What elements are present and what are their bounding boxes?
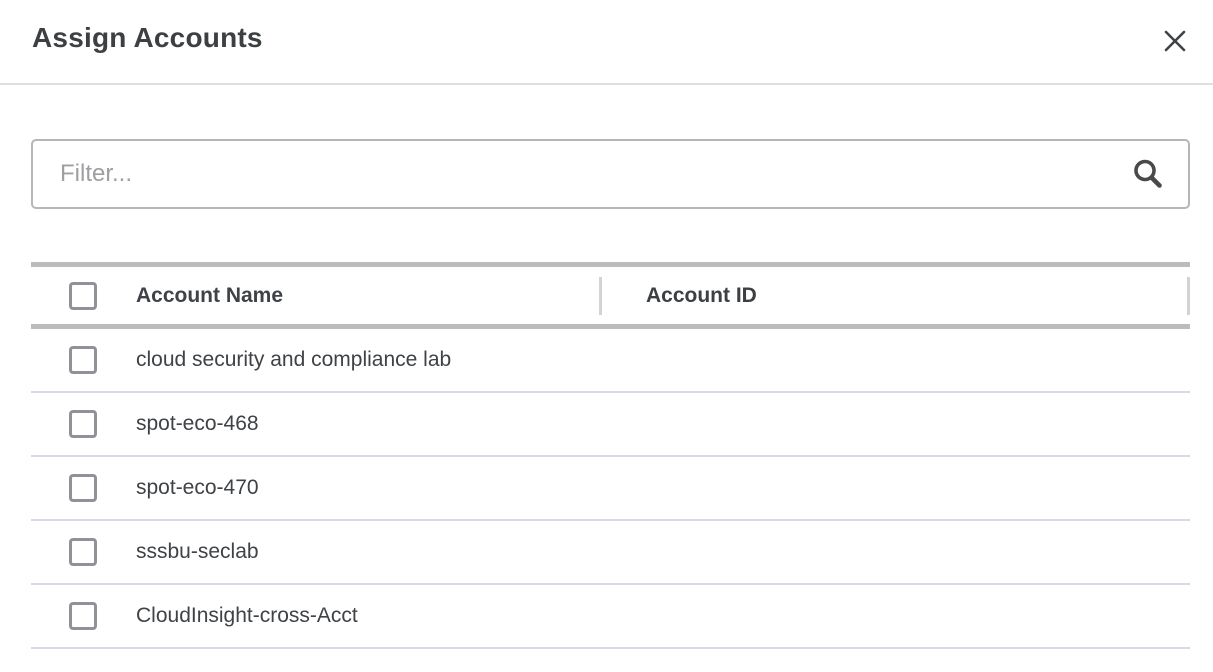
accounts-table	[31, 262, 1190, 649]
table-row[interactable]	[31, 393, 1190, 457]
header-cell-account-id	[602, 267, 1187, 324]
row-checkbox[interactable]	[69, 538, 97, 566]
row-checkbox[interactable]	[69, 410, 97, 438]
cell-account-id	[599, 457, 1190, 519]
dialog-header	[0, 0, 1213, 85]
cell-account-name	[31, 602, 599, 630]
cell-account-id	[599, 521, 1190, 583]
column-header-account-id: Account ID	[646, 283, 757, 307]
cell-account-id	[599, 585, 1190, 647]
account-name-text: spot-eco-470	[136, 476, 259, 499]
filter-input[interactable]	[31, 139, 1190, 209]
cell-account-id	[599, 329, 1190, 391]
close-button[interactable]	[1160, 26, 1190, 56]
column-divider	[1187, 277, 1190, 315]
row-checkbox[interactable]	[69, 346, 97, 374]
header-cell-account-name	[31, 282, 599, 310]
cell-account-name	[31, 474, 599, 502]
table-row[interactable]	[31, 457, 1190, 521]
cell-account-name	[31, 538, 599, 566]
table-row[interactable]	[31, 521, 1190, 585]
column-header-account-name: Account Name	[136, 283, 284, 307]
table-header-row	[31, 262, 1190, 329]
page-title: Assign Accounts	[32, 22, 263, 53]
account-name-text: cloud security and compliance lab	[136, 348, 452, 371]
row-checkbox[interactable]	[69, 602, 97, 630]
filter-bar	[31, 139, 1190, 209]
search-icon[interactable]	[1131, 157, 1165, 191]
table-row[interactable]	[31, 329, 1190, 393]
table-row[interactable]	[31, 585, 1190, 649]
account-name-text: spot-eco-468	[136, 412, 259, 435]
account-name-text: CloudInsight-cross-Acct	[136, 604, 358, 627]
cell-account-name	[31, 410, 599, 438]
select-all-checkbox[interactable]	[69, 282, 97, 310]
close-icon	[1162, 28, 1188, 54]
account-name-text: sssbu-seclab	[136, 540, 259, 563]
cell-account-id	[599, 393, 1190, 455]
cell-account-name	[31, 346, 599, 374]
row-checkbox[interactable]	[69, 474, 97, 502]
